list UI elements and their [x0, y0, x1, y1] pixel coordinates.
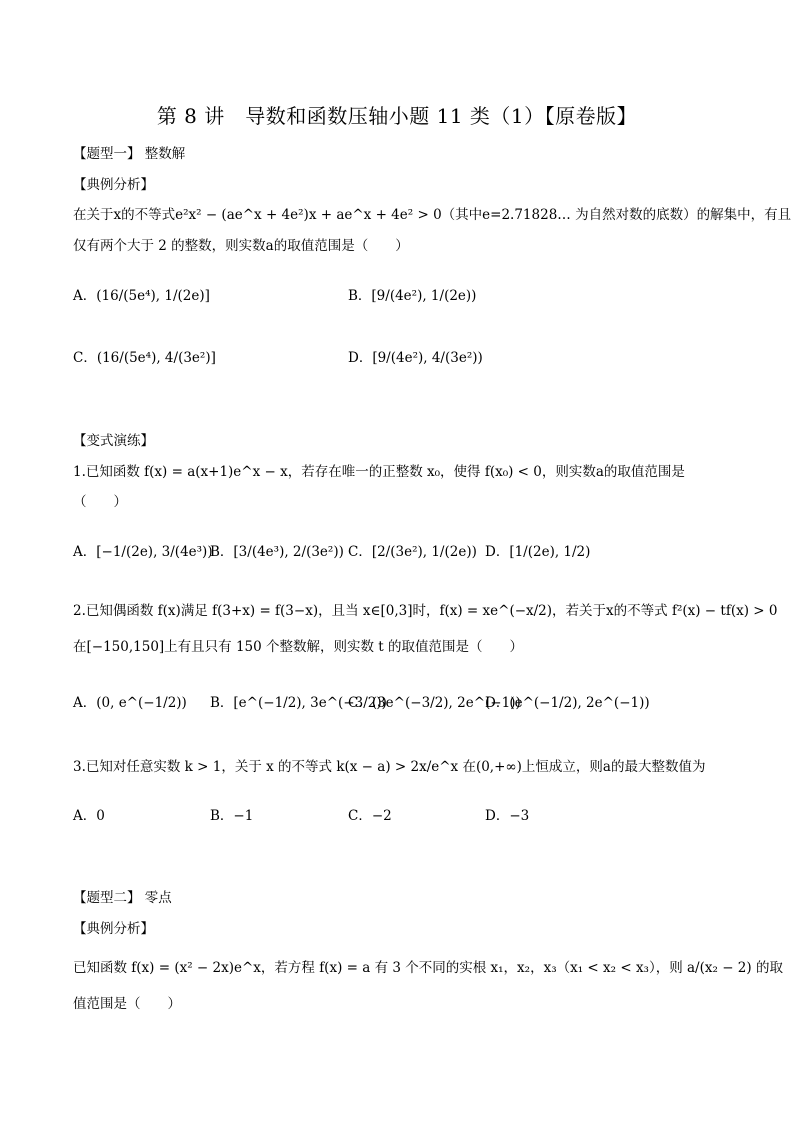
variant2-option-d: D．(e^(−1/2), 2e^(−1)): [485, 695, 650, 711]
variant3-question-line1: 3.已知对任意实数 k > 1，关于 x 的不等式 k(x − a) > 2x/e^x 在(0,+∞)上恒成立，则a的最大整数值为: [73, 759, 706, 775]
example1-option-a: A．(16/(5e⁴), 1/(2e)]: [73, 288, 210, 304]
variant1-option-d: D．[1/(2e), 1/2): [485, 544, 591, 560]
example1-option-c: C．(16/(5e⁴), 4/(3e²)]: [73, 350, 216, 366]
variant3-option-b: B．−1: [210, 808, 254, 824]
example2-question-line1: 已知函数 f(x) = (x² − 2x)e^x，若方程 f(x) = a 有 3 个不同的实根 x₁，x₂，x₃（x₁ < x₂ < x₃），则 a/(x₂ − 2) 的取: [73, 960, 783, 976]
variant1-option-b: B．[3/(4e³), 2/(3e²)): [210, 544, 344, 560]
example1-option-d: D．[9/(4e²), 4/(3e²)): [348, 350, 483, 366]
example1-option-b: B．[9/(4e²), 1/(2e)): [348, 288, 477, 304]
variant3-option-d: D．−3: [485, 808, 530, 824]
variant3-option-c: C．−2: [348, 808, 392, 824]
variant2-option-b: B．[e^(−1/2), 3e^(−3/2)): [210, 695, 387, 711]
example2-question-line2: 值范围是（ ）: [73, 996, 181, 1012]
example1-question-line1: 在关于x的不等式e²x² − (ae^x + 4e²)x + ae^x + 4e² > 0（其中e=2.71828… 为自然对数的底数）的解集中，有且: [73, 207, 792, 223]
section2-heading: 【题型二】 零点: [73, 890, 172, 906]
variant-heading: 【变式演练】: [73, 433, 154, 449]
variant1-question-line2: （ ）: [73, 494, 127, 510]
section1-heading: 【题型一】 整数解: [73, 146, 186, 162]
example1-question-line2: 仅有两个大于 2 的整数，则实数a的取值范围是（ ）: [73, 238, 409, 254]
variant2-option-a: A．(0, e^(−1/2)): [73, 695, 187, 711]
variant2-option-c: C．(3e^(−3/2), 2e^(−1)): [348, 695, 521, 711]
variant1-option-c: C．[2/(3e²), 1/(2e)): [348, 544, 477, 560]
section2-example-heading: 【典例分析】: [73, 921, 154, 937]
variant1-option-a: A．[−1/(2e), 3/(4e³)): [73, 544, 213, 560]
variant1-question-line1: 1.已知函数 f(x) = a(x+1)e^x − x，若存在唯一的正整数 x₀，使得 f(x₀) < 0，则实数a的取值范围是: [73, 464, 685, 480]
variant2-question-line2: 在[−150,150]上有且只有 150 个整数解，则实数 t 的取值范围是（ ）: [73, 639, 524, 655]
variant3-option-a: A．0: [73, 808, 105, 824]
section1-example-heading: 【典例分析】: [73, 177, 154, 193]
page-title: 第 8 讲 导数和函数压轴小题 11 类（1）【原卷版】: [156, 104, 638, 128]
variant2-question-line1: 2.已知偶函数 f(x)满足 f(3+x) = f(3−x)，且当 x∈[0,3]时，f(x) = xe^(−x/2)，若关于x的不等式 f²(x) − tf(x) > 0: [73, 603, 778, 619]
